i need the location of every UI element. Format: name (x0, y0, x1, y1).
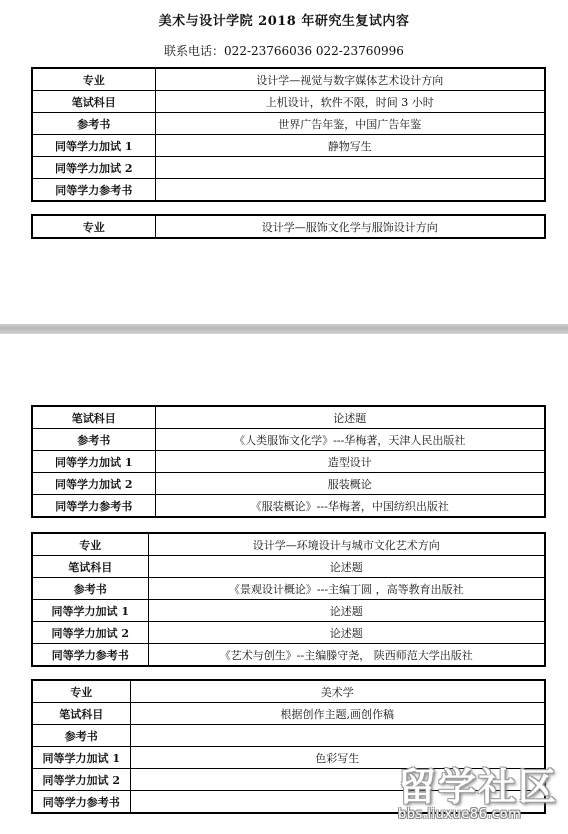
table-row (32, 533, 545, 556)
page-break-divider (0, 324, 568, 334)
row-label: 专业 (32, 533, 148, 556)
contact-phones: 联系电话：022-23766036 022-23760996 (164, 44, 404, 58)
row-value (155, 157, 545, 179)
table-row (32, 622, 545, 644)
table-row (32, 473, 545, 495)
row-label: 同等学力加试 1 (32, 600, 148, 622)
row-label: 专业 (32, 215, 155, 238)
row-label: 同等学力加试 2 (32, 473, 155, 495)
row-label: 参考书 (32, 429, 155, 451)
row-value: 服装概论 (155, 473, 545, 495)
table-row (32, 135, 545, 157)
environment-design-table (31, 532, 546, 667)
row-label: 专业 (32, 68, 155, 91)
table-row (32, 644, 545, 667)
row-label: 同等学力加试 1 (32, 135, 155, 157)
table-row (32, 157, 545, 179)
row-value: 《景观设计概论》---主编丁圆 ，高等教育出版社 (148, 578, 545, 600)
row-value: 设计学—视觉与数字媒体艺术设计方向 (155, 68, 545, 91)
row-label: 同等学力加试 1 (32, 747, 130, 769)
row-value (155, 179, 545, 202)
row-label: 参考书 (32, 578, 148, 600)
row-value (130, 725, 545, 747)
row-value: 《人类服饰文化学》---华梅著，天津人民出版社 (155, 429, 545, 451)
row-value: 世界广告年鉴，中国广告年鉴 (155, 113, 545, 135)
watermark-brand: 留学社区 (398, 765, 559, 809)
row-label: 专业 (32, 680, 130, 703)
table-row (32, 600, 545, 622)
row-label: 同等学力加试 1 (32, 451, 155, 473)
row-value: 论述题 (148, 600, 545, 622)
row-value: 上机设计，软件不限，时间 3 小时 (155, 91, 545, 113)
table-row (32, 179, 545, 202)
site-watermark (398, 756, 563, 822)
row-value: 《艺术与创生》--主编滕守尧， 陕西师范大学出版社 (148, 644, 545, 667)
table-row (32, 91, 545, 113)
table-row (32, 725, 545, 747)
row-value: 设计学—服饰文化学与服饰设计方向 (155, 215, 545, 238)
row-label: 同等学力加试 2 (32, 157, 155, 179)
row-label: 笔试科目 (32, 703, 130, 725)
apparel-design-table (31, 405, 546, 518)
table-row (32, 703, 545, 725)
table-row (32, 680, 545, 703)
row-value: 《服装概论》---华梅著，中国纺织出版社 (155, 495, 545, 518)
row-value: 论述题 (148, 622, 545, 644)
row-value: 美术学 (130, 680, 545, 703)
row-label: 笔试科目 (32, 91, 155, 113)
table-row (32, 68, 545, 91)
table-row (32, 556, 545, 578)
table-row (32, 451, 545, 473)
apparel-design-header-table (31, 214, 546, 239)
row-label: 笔试科目 (32, 556, 148, 578)
row-label: 同等学力参考书 (32, 495, 155, 518)
row-label: 参考书 (32, 725, 130, 747)
row-label: 笔试科目 (32, 406, 155, 429)
row-label: 参考书 (32, 113, 155, 135)
watermark-url: bbs.liuxue86.com (398, 807, 522, 822)
row-value: 设计学—环境设计与城市文化艺术方向 (148, 533, 545, 556)
row-label: 同等学力加试 2 (32, 622, 148, 644)
table-row (32, 113, 545, 135)
row-value: 静物写生 (155, 135, 545, 157)
row-label: 同等学力参考书 (32, 179, 155, 202)
page-title: 美术与设计学院 2018 年研究生复试内容 (158, 14, 410, 29)
row-value: 造型设计 (155, 451, 545, 473)
table-row (32, 495, 545, 518)
row-value: 论述题 (148, 556, 545, 578)
row-value: 色彩写生 (130, 747, 545, 769)
table-row (32, 215, 545, 238)
row-label: 同等学力加试 2 (32, 769, 130, 791)
table-row (32, 578, 545, 600)
table-row (32, 406, 545, 429)
visual-media-design-table (31, 67, 546, 202)
row-value: 根据创作主题,画创作稿 (130, 703, 545, 725)
table-row (32, 429, 545, 451)
row-label: 同等学力参考书 (32, 791, 130, 814)
row-value: 论述题 (155, 406, 545, 429)
row-label: 同等学力参考书 (32, 644, 148, 667)
